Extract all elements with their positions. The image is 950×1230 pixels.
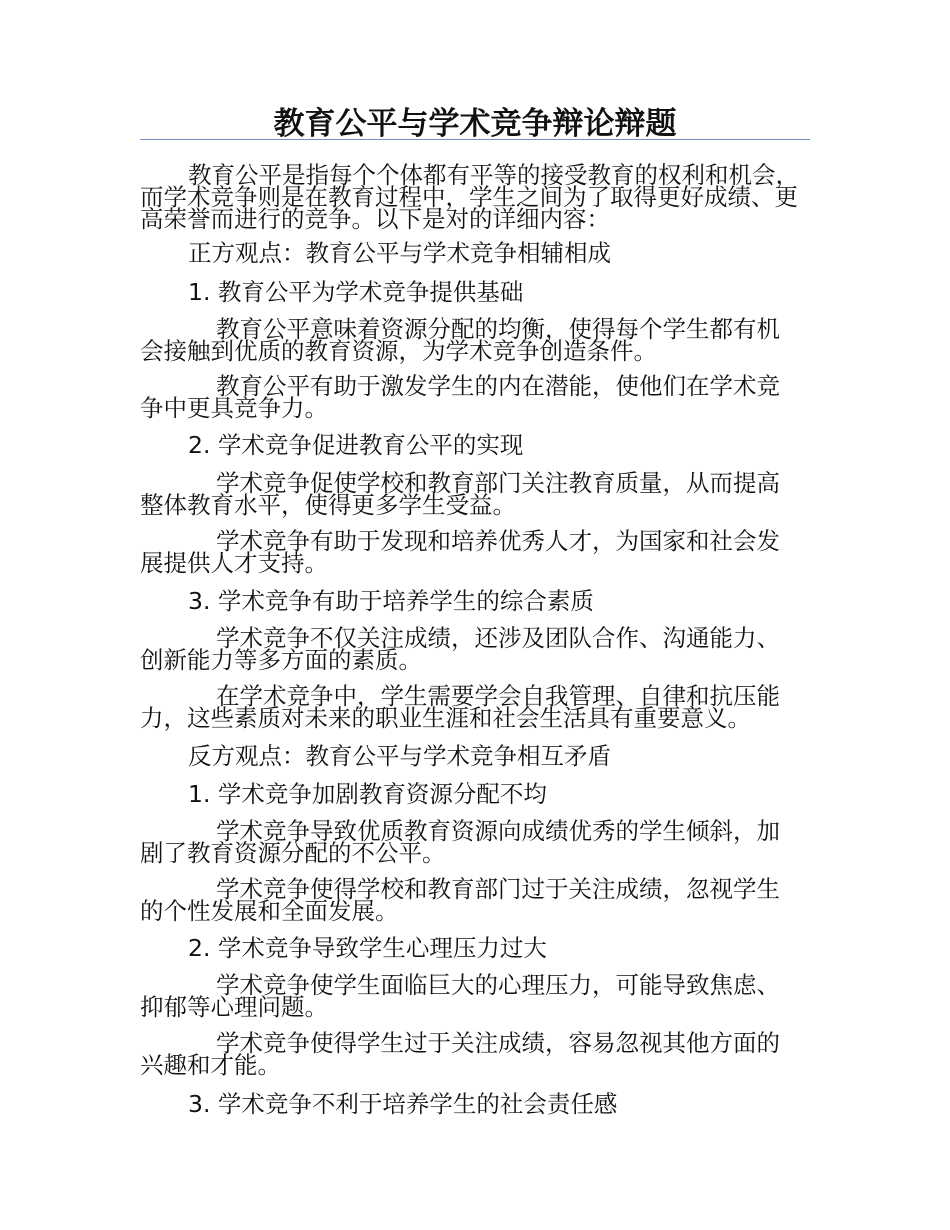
pro-heading: 正方观点：教育公平与学术竞争相辅相成 [188, 239, 611, 267]
con-heading: 反方观点：教育公平与学术竞争相互矛盾 [188, 742, 611, 770]
con-point-1-para-1: 学术竞争导致优质教育资源向成绩优秀的学生倾斜，加剧了教育资源分配的不公平。 [140, 817, 780, 867]
document-title: 教育公平与学术竞争辩论辩题 [273, 106, 677, 142]
pro-point-3-title: 3. 学术竞争有助于培养学生的综合素质 [188, 587, 594, 615]
pro-point-3-para-1: 学术竞争不仅关注成绩，还涉及团队合作、沟通能力、创新能力等多方面的素质。 [140, 624, 780, 674]
con-point-1-title: 1. 学术竞争加剧教育资源分配不均 [188, 780, 547, 808]
con-point-2-para-1: 学术竞争使学生面临巨大的心理压力，可能导致焦虑、抑郁等心理问题。 [140, 971, 780, 1021]
con-point-2-title: 2. 学术竞争导致学生心理压力过大 [188, 934, 547, 962]
pro-point-3-para-2: 在学术竞争中，学生需要学会自我管理、自律和抗压能力，这些素质对未来的职业生涯和社会生活具有重要意义。 [140, 682, 780, 732]
intro-paragraph: 教育公平是指每个个体都有平等的接受教育的权利和机会，而学术竞争则是在教育过程中，学生之间为了取得更好成绩、更高荣誉而进行的竞争。以下是对的详细内容： [140, 161, 799, 233]
con-point-1-para-2: 学术竞争使得学校和教育部门过于关注成绩，忽视学生的个性发展和全面发展。 [140, 875, 780, 925]
pro-point-1-para-1: 教育公平意味着资源分配的均衡，使得每个学生都有机会接触到优质的教育资源，为学术竞争创造条件。 [140, 315, 780, 365]
pro-point-2-para-2: 学术竞争有助于发现和培养优秀人才，为国家和社会发展提供人才支持。 [140, 527, 780, 577]
con-point-2-para-2: 学术竞争使得学生过于关注成绩，容易忽视其他方面的兴趣和才能。 [140, 1029, 780, 1079]
con-point-3-title: 3. 学术竞争不利于培养学生的社会责任感 [188, 1090, 618, 1118]
pro-point-2-para-1: 学术竞争促使学校和教育部门关注教育质量，从而提高整体教育水平，使得更多学生受益。 [140, 469, 780, 519]
pro-point-1-para-2: 教育公平有助于激发学生的内在潜能，使他们在学术竞争中更具竞争力。 [140, 372, 780, 422]
title-underline [140, 139, 810, 140]
pro-point-2-title: 2. 学术竞争促进教育公平的实现 [188, 431, 524, 459]
pro-point-1-title: 1. 教育公平为学术竞争提供基础 [188, 278, 524, 306]
